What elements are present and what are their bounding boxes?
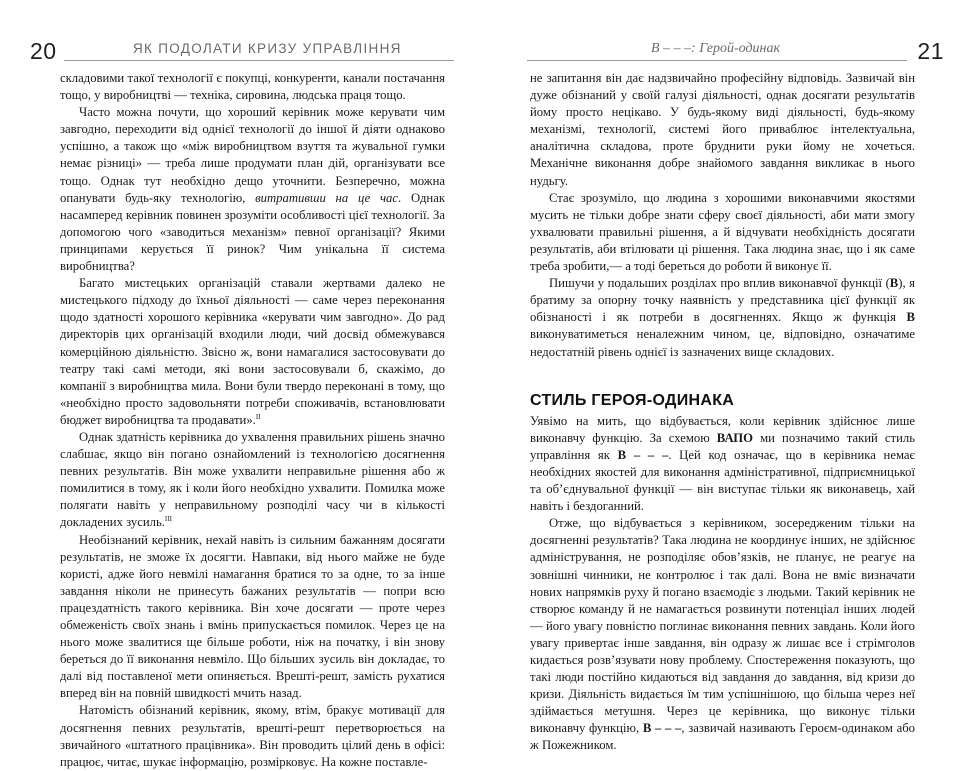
paragraph: Пишучи у подальших розділах про вплив виконавчої функції (В), я братиму за опорну точку наявність у представника цієї функції як обізнаності і як потреби в досягненнях. Якщо ж функція В виконуватиметься неналежним чином, це, відповідно, означатиме недостатній рівень однієї із зазначених вище складових. [530,276,916,359]
paragraph: Отже, що відбувається з керівником, зосередженим тільки на досягненні результатів? Така людина не координує інших, не здійснює адміністрування, не розподіляє обов’язків, не планує, не реагує на зовнішні чинники, не контролює і так далі. Вона не вміє визначати нових напрямків руху й погано взаємодіє з людьми. Такий керівник не створює команду й не намагається розвинути потенціал інших людей — його увагу повністю поглинає виконання певних завдань. Коли його увагу привертає інше завдання, він одразу ж лишає все і стрімголов кидається розв’язувати нову проблему. Спостереження показують, що такі люди постійно кидаються від завдання до завдання, від кризи до кризи. Діяльність видається їм тим успішнішою, що більша через неї здіймається метушня. Через це керівника, що виконує тільки виконавчу функцію, В – – –, зазвичай називають Героєм-одинаком або ж Пожежником. [530,516,915,753]
paragraph: Багато мистецьких організацій ставали жертвами далеко не мистецького підходу до їхньої діяльності — саме через переконання щодо здатності хорошого керівника «керувати чим завгодно». До рад директорів цих організацій входили люди, чий досвід обмежувався комерційною діяльністю. Звісно ж, вони намагалися застосовувати до театру такі самі методи, які вони застосовували б, скажімо, до компанії з виробництва мила. Вони були твердо переконані в тому, що «необхідно просто задовольняти потреби споживачів, встановлювати бюджет виробництва та продавати».$^{II}$ [60,276,445,427]
right-page [485,0,970,753]
paragraph: не запитання він дає надзвичайно професійну відповідь. Зазвичай він дуже обізнаний у своїй галузі діяльності, однак досягати результатів йому просто нецікаво. У будь-якому виді діяльності, будь-якому механізмі, технології, системі його приваблює інтелектуальна, аналітична складова, проте бруднити руки йому не хочеться. Механічне виконання добре знайомого завдання викликає в нього нудьгу. [530,71,915,188]
running-head: ЯК ПОДОЛАТИ КРИЗУ УПРАВЛІННЯ [133,41,402,56]
footnote-ref: III [164,515,172,524]
paragraph: складовими такої технології є покупці, конкуренти, канали постачання тощо, у виробництві — техніка, сировина, людська праця тощо. [60,71,445,103]
paragraph: Часто можна почути, що хороший керівник може керувати чим завгодно, переходити від однієї технології до іншої й діяти однаково успішно, а також що «між виробництвом взуття та жувальної гумки немає різниці» — треба лише продумати план дій, організувати все тощо. Однак тут необхідно дещо уточнити. Безперечно, можна опанувати будь-яку технологію, витративши на це час. Однак насамперед керівник повинен зрозуміти особливості цієї технології. За допомогою чого «заводиться механізм» певної організації? Якими принципами керується її ринок? Чим унікальна її система виробництва? [60,105,445,274]
footnote-ref: II [255,412,261,421]
paragraph: Необізнаний керівник, нехай навіть із сильним бажанням досягати результатів, не зможе їх досягти. Навпаки, від нього майже не буде користі, адже його невмілі намагання братися то за одне, то за інше завдання ніколи не принесуть бажаних результатів — попри всю працездатність такого керівника. Він хоче досягати — проте через обмеженість своїх знань і вмінь припускається помилок. Через це на нього може звалитися ще більше роботи, ніж на початку, і він знову береться до її виконання невміло. Що більших зусиль він докладає, то далі від поставленої мети опиняється. Врешті-решт, замість рухатися вперед він на повній швидкості мчить назад. [60,532,445,701]
section-heading: СТИЛЬ ГЕРОЯ-ОДИНАКА [530,391,735,409]
running-head: В – – –: Герой-одинак [651,41,781,56]
paragraph: Уявімо на мить, що відбувається, коли керівник здійснює лише виконавчу функцію. За схемою ВАПО ми позначимо такий стиль управління як В – – –. Цей код означає, що в керівника немає необхідних якостей для виконання адміністративної, підприємницької та об’єднувальної функції — він виступає тільки як виконавець, хай навіть і бездоганний. [530,413,915,514]
header-rule [64,60,454,61]
paragraph: Натомість обізнаний керівник, якому, втім, бракує мотивації для досягнення певних результатів, врешті-решт перетворюється на звичайного «штатного працівника». Він проводить цілий день в офісі: працює, читає, шукає інформацію, розмірковує. На кожне поставле- [60,703,445,769]
left-page [0,0,485,769]
paragraph: Стає зрозуміло, що людина з хорошими виконавчими якостями мусить не тільки добре знати сферу своєї діяльності, аби мати змогу ухвалювати правильні рішення, а й відчувати необхідність досягати результатів, аби втілювати ці рішення. Така людина знає, що і як саме треба зробити,— а тоді береться до роботи й виконує її. [530,190,915,274]
paragraph: Однак здатність керівника до ухвалення правильних рішень значно слабшає, якщо він погано ознайомлений із технологією досягнення певних результатів. Він може ухвалити неправильне рішення або ж помилитися в тому, як і коли його необхідно ухвалити. Помилка може полягати навіть у неправильному розподілі часу чи в кількості докладених зусиль.$^{III}$ [60,429,445,530]
page-number: 21 [917,38,944,64]
header-rule [527,60,907,61]
page-number: 20 [30,38,57,64]
body-text [530,70,915,755]
body-text [60,70,445,771]
